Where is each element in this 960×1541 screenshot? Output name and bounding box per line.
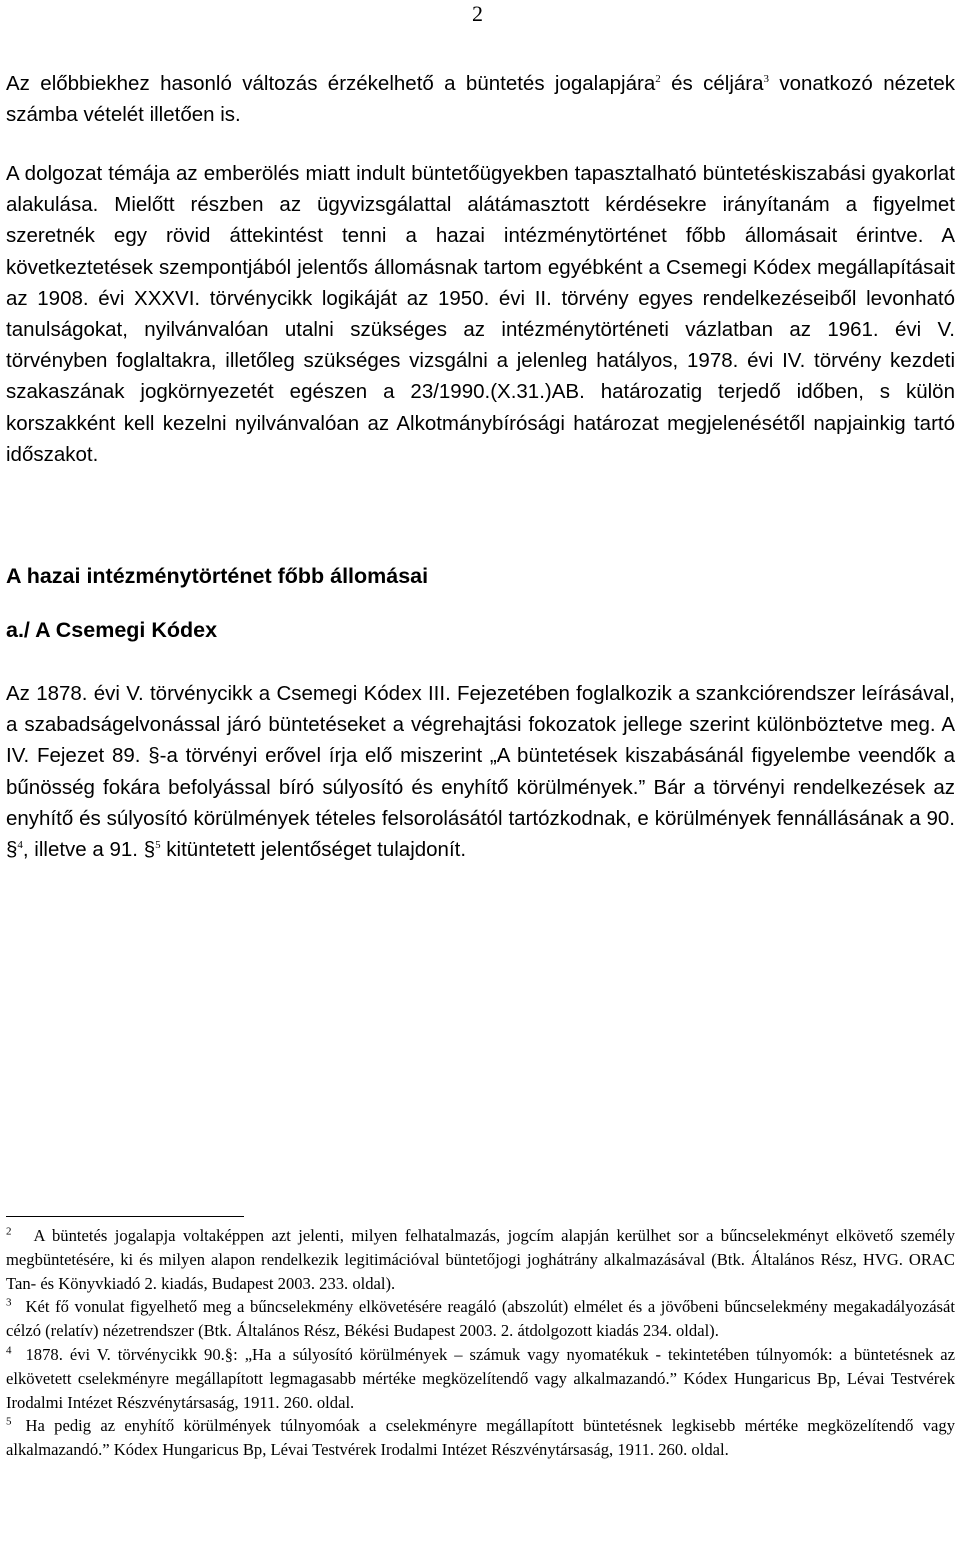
paragraph-text: Az 1878. évi V. törvénycikk a Csemegi Kódex III. Fejezetében foglalkozik a szankciórendszer leírásával, a szabadságelvonással járó büntetéseket a végrehajtási fokozatok jellege szerint különböztetve meg. A IV. Fejezet 89. §-a törvényi erővel írja elő miszerint „A büntetések kiszabásánál figyelembe veendők a bűnösség fokára befolyással bíró súlyosító és enyhítő körülmények.” Bár a törvényi rendelkezések az enyhítő és súlyosító körülmények tételes felsorolásától tartózkodnak, e körülmények fennállásának a 90. § [6, 682, 955, 862]
section-heading: A hazai intézménytörténet főbb állomásai [6, 564, 429, 588]
footnote-number: 3 [6, 1296, 12, 1309]
footnote-ref-2[interactable]: 2 [655, 73, 661, 86]
paragraph-text: és céljára [660, 72, 764, 95]
footnote-number: 5 [6, 1415, 12, 1428]
paragraph-text: kitüntetett jelentőséget tulajdonít. [160, 838, 467, 862]
footnote-3 [6, 1295, 955, 1343]
footnote-text: Két fő vonulat figyelhető meg a bűncselekmény elkövetésére reagáló (abszolút) elmélet és a jövőbeni bűncselekmény megakadályozását célzó (relatív) nézetrendszer (Btk. Általános Rész, Békési Budapest 2003. 2. átdolgozott kiadás 234. oldal). [6, 1297, 955, 1341]
page-number: 2 [472, 1, 483, 26]
footnote-ref-5[interactable]: 5 [155, 839, 161, 852]
footnote-separator [6, 1216, 244, 1217]
footnotes [6, 1224, 955, 1462]
footnote-5 [6, 1414, 955, 1462]
footnote-text: 1878. évi V. törvénycikk 90.§: „Ha a súlyosító körülmények – számuk vagy nyomatékuk - tekintetében túlnyomók: a büntetésnek az elkövetett cselekményre megállapított legmagasabb mértéke megközelítendő vagy alkalmazandó.” Kódex Hungaricus Bp, Lévai Testvérek Irodalmi Intézet Részvénytársaság, 1911. 260. oldal. [6, 1344, 955, 1412]
footnote-ref-4[interactable]: 4 [17, 839, 23, 852]
footnote-text: Ha pedig az enyhítő körülmények túlnyomóak a cselekményre megállapított büntetésnek legkisebb mértéke megközelítendő vagy alkalmazandó.” Kódex Hungaricus Bp, Lévai Testvérek Irodalmi Intézet Részvénytársaság, 1911. 260. oldal. [6, 1416, 955, 1460]
paragraph-csemegi [6, 678, 955, 865]
paragraph-topic: A dolgozat témája az emberölés miatt indult büntetőügyekben tapasztalható büntetéskiszabási gyakorlat alakulása. Mielőtt részben az ügyvizsgálattal alátámasztott kérdésekre irányítanám a figyelmet szeretnék egy rövid áttekintést tenni a hazai intézménytörténet főbb állomásait érintve. A következtetések szempontjából jelentős állomásnak tartom egyébként a Csemegi Kódex megállapításait az 1908. évi XXXVI. törvénycikk logikáját az 1950. évi II. törvény egyes rendelkezéseiből levonható tanulságokat, nyilvánvalóan utalni szükséges az intézménytörténeti vázlatban az 1961. évi V. törvényben foglaltakra, illetőleg szükséges vizsgálni a jelenleg hatályos, 1978. évi IV. törvény kezdeti szakaszának jogkörnyezetét egészen a 23/1990.(X.31.)AB. határozatig terjedő időben, s külön korszakként kell kezelni nyilvánvalóan az Alkotmánybírósági határozat megjelenésétől napjainkig tartó időszakot. [6, 162, 955, 466]
footnote-ref-3[interactable]: 3 [763, 73, 770, 86]
paragraph-text: , illetve a 91. § [22, 838, 156, 862]
footnote-number: 4 [6, 1344, 12, 1357]
paragraph-text: vonatkozó nézetek számba vételét illetően is. [6, 72, 955, 127]
footnote-4 [6, 1343, 955, 1414]
footnote-2 [6, 1224, 955, 1295]
footnote-number: 2 [6, 1225, 12, 1238]
footnote-text: A büntetés jogalapja voltaképpen azt jelenti, milyen felhatalmazás, jogcím alapján kerülhet sor a bűncselekményt elkövető személy megbüntetésére, ki és milyen alapon rendelkezik legitimációval büntetőjogi joghátrány alkalmazásával (Btk. Általános Rész, HVG. ORAC Tan- és Könyvkiadó 2. kiadás, Budapest 2003. 233. oldal). [6, 1226, 955, 1293]
paragraph-text: Az előbbiekhez hasonló változás érzékelhető a büntetés jogalapjára [6, 72, 656, 95]
paragraph-intro [6, 68, 955, 130]
subsection-heading: a./ A Csemegi Kódex [6, 618, 218, 642]
